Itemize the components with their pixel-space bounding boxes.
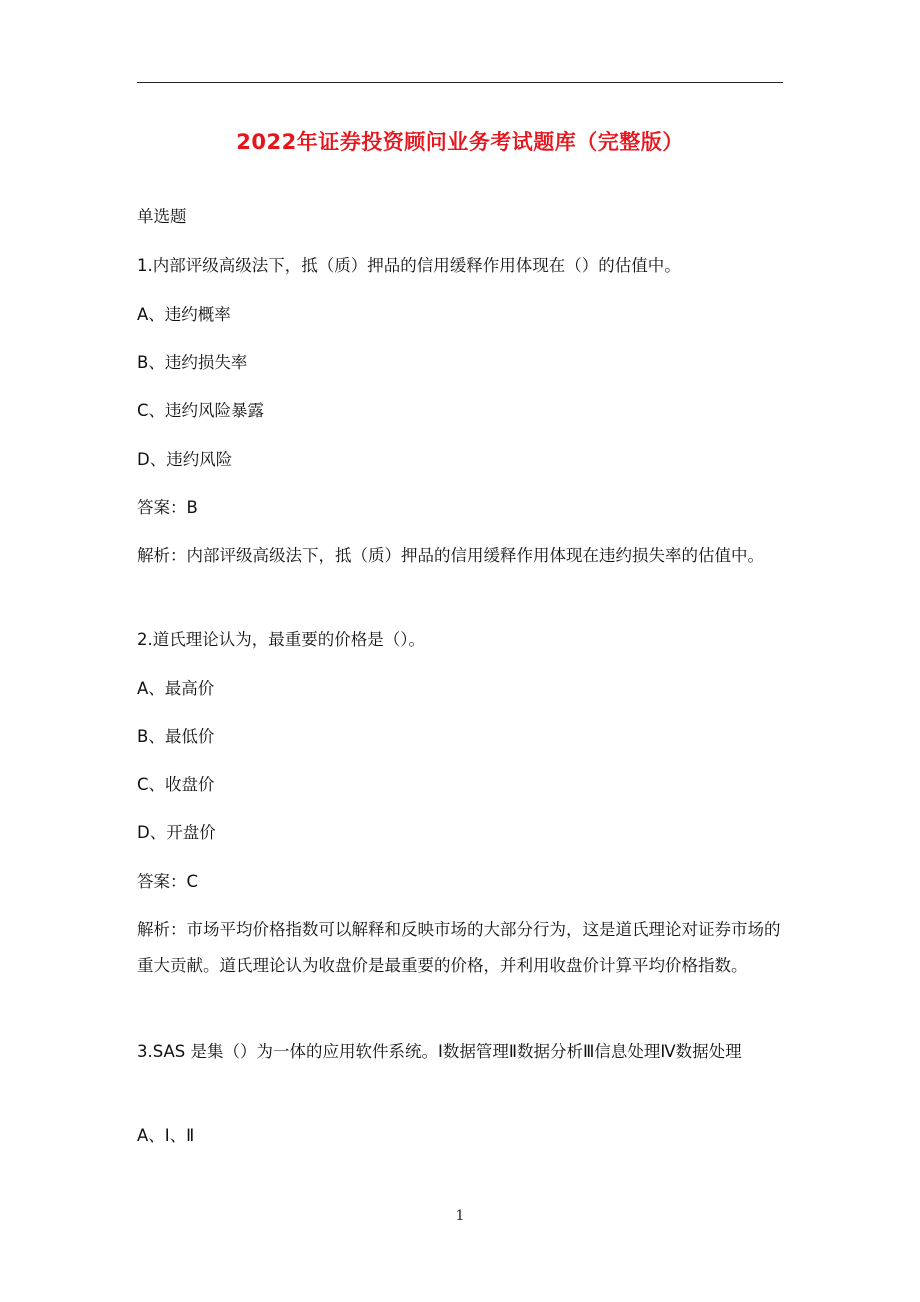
question-2-option-d: D、开盘价 <box>137 823 216 842</box>
question-2-option-b: B、最低价 <box>137 727 215 746</box>
question-2-answer: 答案：C <box>137 872 199 891</box>
question-1-option-c: C、违约风险暴露 <box>137 401 265 420</box>
question-3-option-a: A、Ⅰ、Ⅱ <box>137 1126 195 1145</box>
document-title: 2022年证券投资顾问业务考试题库（完整版） <box>236 130 684 154</box>
question-3-stem: 3.SAS 是集（）为一体的应用软件系统。Ⅰ数据管理Ⅱ数据分析Ⅲ信息处理Ⅳ数据处理 <box>137 1042 742 1061</box>
question-2-stem: 2.道氏理论认为，最重要的价格是（）。 <box>137 630 425 649</box>
question-1-option-d: D、违约风险 <box>137 450 233 469</box>
question-1-option-b: B、违约损失率 <box>137 353 248 372</box>
question-1-option-a: A、违约概率 <box>137 305 231 324</box>
page-number: 1 <box>455 1208 465 1224</box>
question-2-analysis: 解析：市场平均价格指数可以解释和反映市场的大部分行为，这是道氏理论对证券市场的重大贡献。道氏理论认为收盘价是最重要的价格，并利用收盘价计算平均价格指数。 <box>137 920 781 975</box>
header-rule <box>137 82 783 83</box>
question-1-answer: 答案：B <box>137 498 198 517</box>
question-1-stem: 1.内部评级高级法下，抵（质）押品的信用缓释作用体现在（）的估值中。 <box>137 256 681 275</box>
question-1-analysis: 解析：内部评级高级法下，抵（质）押品的信用缓释作用体现在违约损失率的估值中。 <box>137 546 764 565</box>
question-2-option-a: A、最高价 <box>137 679 215 698</box>
question-2-option-c: C、收盘价 <box>137 775 215 794</box>
section-label: 单选题 <box>137 207 187 226</box>
